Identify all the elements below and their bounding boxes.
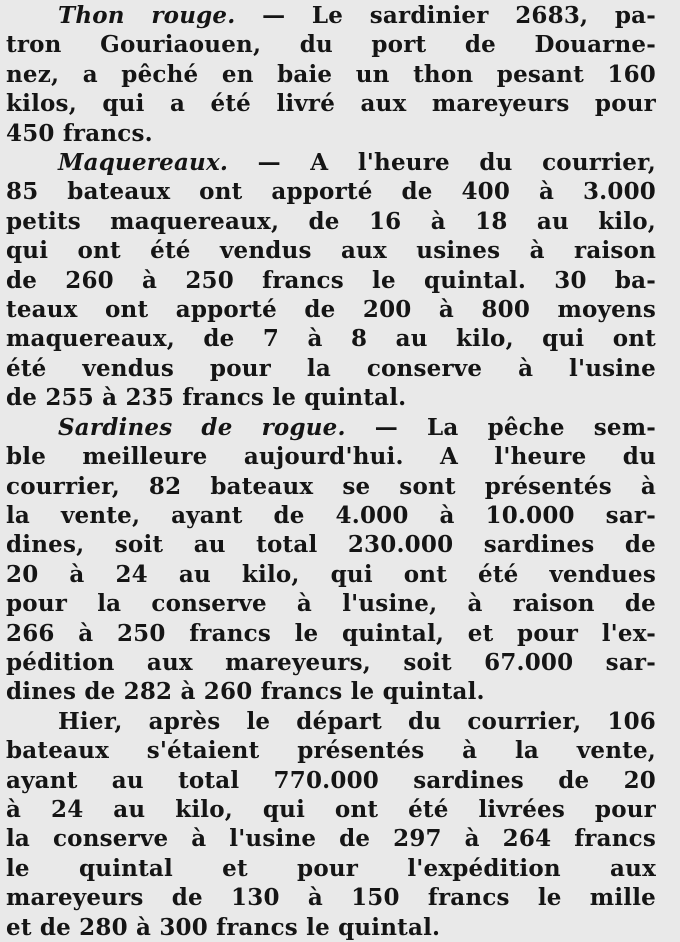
paragraph-line: et de 280 à 300 francs le quintal. <box>6 913 441 941</box>
paragraph-line: nez, a pêché en baie un thon pesant 160 <box>6 60 656 88</box>
paragraph-line: ble meilleure aujourd'hui. A l'heure du <box>6 443 656 471</box>
paragraph-line: kilos, qui a été livré aux mareyeurs pour <box>6 90 656 118</box>
paragraph-line: la conserve à l'usine de 297 à 264 francs <box>6 825 656 853</box>
paragraph-line: mareyeurs de 130 à 150 francs le mille <box>6 884 656 912</box>
line-text: Hier, après le départ du courrier, 106 <box>58 707 656 735</box>
paragraph-line <box>6 413 656 442</box>
paragraph-line: 20 à 24 au kilo, qui ont été vendues <box>6 560 656 588</box>
paragraph-maquereaux <box>6 148 656 413</box>
paragraph-line <box>6 1 656 30</box>
paragraph-line <box>6 707 656 736</box>
paragraph-heading: Sardines de rogue. <box>58 413 346 441</box>
paragraph-line: pour la conserve à l'usine, à raison de <box>6 590 656 618</box>
paragraph-line: maquereaux, de 7 à 8 au kilo, qui ont <box>6 325 656 353</box>
paragraph-line: la vente, ayant de 4.000 à 10.000 sar- <box>6 501 656 529</box>
paragraph-line: à 24 au kilo, qui ont été livrées pour <box>6 795 656 823</box>
paragraph-sardines-de-rogue <box>6 413 656 707</box>
paragraph-line: bateaux s'étaient présentés à la vente, <box>6 737 656 765</box>
paragraph-line: 450 francs. <box>6 119 153 147</box>
paragraph-line: courrier, 82 bateaux se sont présentés à <box>6 472 656 500</box>
paragraph-line: 85 bateaux ont apporté de 400 à 3.000 <box>6 178 656 206</box>
paragraph-thon-rouge <box>6 1 656 148</box>
line-text: — La pêche sem- <box>345 413 656 441</box>
paragraph-line: dines de 282 à 260 francs le quintal. <box>6 678 485 706</box>
paragraph-line: de 255 à 235 francs le quintal. <box>6 384 407 412</box>
line-text: — Le sardinier 2683, pa- <box>235 2 656 29</box>
paragraph-line: été vendus pour la conserve à l'usine <box>6 354 656 382</box>
paragraph-line: dines, soit au total 230.000 sardines de <box>6 531 656 559</box>
paragraph-line <box>6 148 656 177</box>
paragraph-line: petits maquereaux, de 16 à 18 au kilo, <box>6 207 656 235</box>
paragraph-line: ayant au total 770.000 sardines de 20 <box>6 766 656 794</box>
paragraph-hier <box>6 707 656 942</box>
paragraph-line: teaux ont apporté de 200 à 800 moyens <box>6 296 656 324</box>
paragraph-line: tron Gouriaouen, du port de Douarne- <box>6 31 656 59</box>
paragraph-line: le quintal et pour l'expédition aux <box>6 854 656 882</box>
newspaper-article <box>6 1 656 942</box>
line-text: — A l'heure du courrier, <box>228 149 656 177</box>
paragraph-heading: Thon rouge. <box>58 2 236 29</box>
paragraph-heading: Maquereaux. <box>58 149 229 177</box>
paragraph-line: 266 à 250 francs le quintal, et pour l'ex- <box>6 619 656 647</box>
paragraph-line: qui ont été vendus aux usines à raison <box>6 237 656 265</box>
paragraph-line: pédition aux mareyeurs, soit 67.000 sar- <box>6 648 656 676</box>
paragraph-line: de 260 à 250 francs le quintal. 30 ba- <box>6 266 656 294</box>
